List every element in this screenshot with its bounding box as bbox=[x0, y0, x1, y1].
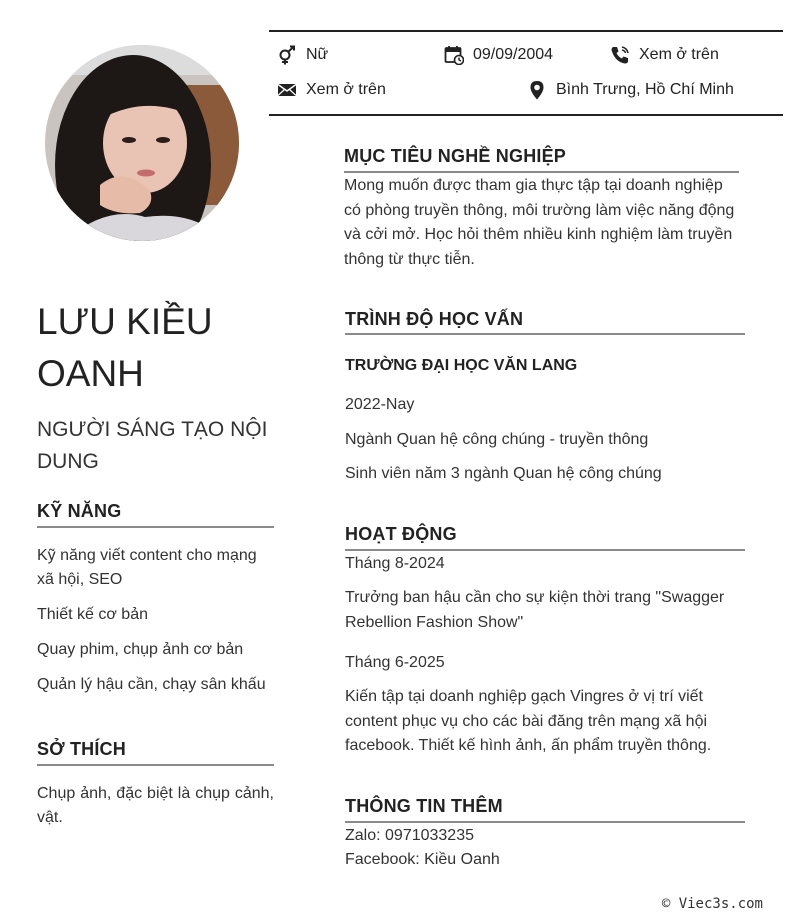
contact-gender bbox=[277, 45, 328, 65]
hobbies-heading: SỞ THÍCH bbox=[37, 739, 126, 759]
facebook-text: Facebook: Kiều Oanh bbox=[345, 851, 500, 868]
candidate-name: LƯU KIỀU OANH bbox=[37, 301, 213, 394]
objective-text: Mong muốn được tham gia thực tập tại doanh nghiệp có phòng truyền thông, môi trường làm việc năng động và cởi mở. Học hỏi thêm nhiều kinh nghiệm làm truyền thông từ thực tiễn. bbox=[344, 177, 735, 268]
hobbies-divider bbox=[37, 764, 274, 766]
contact-email bbox=[277, 80, 386, 100]
calendar-icon bbox=[444, 45, 464, 65]
skill-item: Quản lý hậu cần, chạy sân khấu bbox=[37, 676, 266, 693]
mail-icon bbox=[277, 80, 297, 100]
contact-phone bbox=[610, 45, 719, 65]
job-title: NGƯỜI SÁNG TẠO NỘI DUNG bbox=[37, 418, 268, 473]
education-divider bbox=[345, 333, 745, 335]
hobbies-text: Chụp ảnh, đặc biệt là chụp cảnh, vật. bbox=[37, 785, 274, 826]
education-major: Ngành Quan hệ công chúng - truyền thông bbox=[345, 431, 649, 448]
portrait-illustration bbox=[45, 45, 239, 241]
school-name: TRƯỜNG ĐẠI HỌC VĂN LANG bbox=[345, 357, 578, 374]
phone-text: Xem ở trên bbox=[639, 46, 719, 63]
education-detail: Sinh viên năm 3 ngành Quan hệ công chúng bbox=[345, 465, 662, 482]
footer-credit: © Viec3s.com bbox=[661, 896, 763, 912]
email-text: Xem ở trên bbox=[306, 81, 386, 98]
activity-date: Tháng 8-2024 bbox=[345, 555, 445, 572]
activity-date: Tháng 6-2025 bbox=[345, 654, 445, 671]
activities-divider bbox=[345, 549, 745, 551]
location-icon bbox=[527, 80, 547, 100]
skills-divider bbox=[37, 526, 274, 528]
education-heading: TRÌNH ĐỘ HỌC VẤN bbox=[345, 309, 524, 329]
skill-item: Quay phim, chụp ảnh cơ bản bbox=[37, 641, 244, 658]
address-text: Bình Trưng, Hồ Chí Minh bbox=[556, 81, 734, 98]
objective-divider bbox=[344, 171, 739, 173]
activity-desc: Kiến tập tại doanh nghiệp gạch Vingres ở vị trí viết content phục vụ cho các bài đăng trên mạng xã hội facebook. Thiết kế hình ảnh, ấn phẩm truyền thông. bbox=[345, 688, 712, 754]
more-info-heading: THÔNG TIN THÊM bbox=[345, 796, 503, 816]
more-info-divider bbox=[345, 821, 745, 823]
activities-heading: HOẠT ĐỘNG bbox=[345, 524, 457, 544]
objective-heading: MỤC TIÊU NGHỀ NGHIỆP bbox=[344, 146, 567, 166]
education-period: 2022-Nay bbox=[345, 396, 415, 413]
skills-heading: KỸ NĂNG bbox=[37, 501, 122, 521]
dob-text: 09/09/2004 bbox=[473, 46, 554, 63]
contact-address bbox=[527, 80, 734, 100]
gender-icon bbox=[277, 45, 297, 65]
activity-desc: Trưởng ban hậu cần cho sự kiện thời trang "Swagger Rebellion Fashion Show" bbox=[345, 589, 725, 631]
zalo-text: Zalo: 0971033235 bbox=[345, 827, 474, 844]
contact-bar bbox=[269, 30, 783, 116]
gender-text: Nữ bbox=[306, 46, 329, 63]
skill-item: Kỹ năng viết content cho mạng xã hội, SEO bbox=[37, 547, 257, 588]
profile-photo bbox=[45, 45, 239, 241]
skill-item: Thiết kế cơ bản bbox=[37, 606, 148, 623]
contact-dob bbox=[444, 45, 553, 65]
phone-icon bbox=[610, 45, 630, 65]
